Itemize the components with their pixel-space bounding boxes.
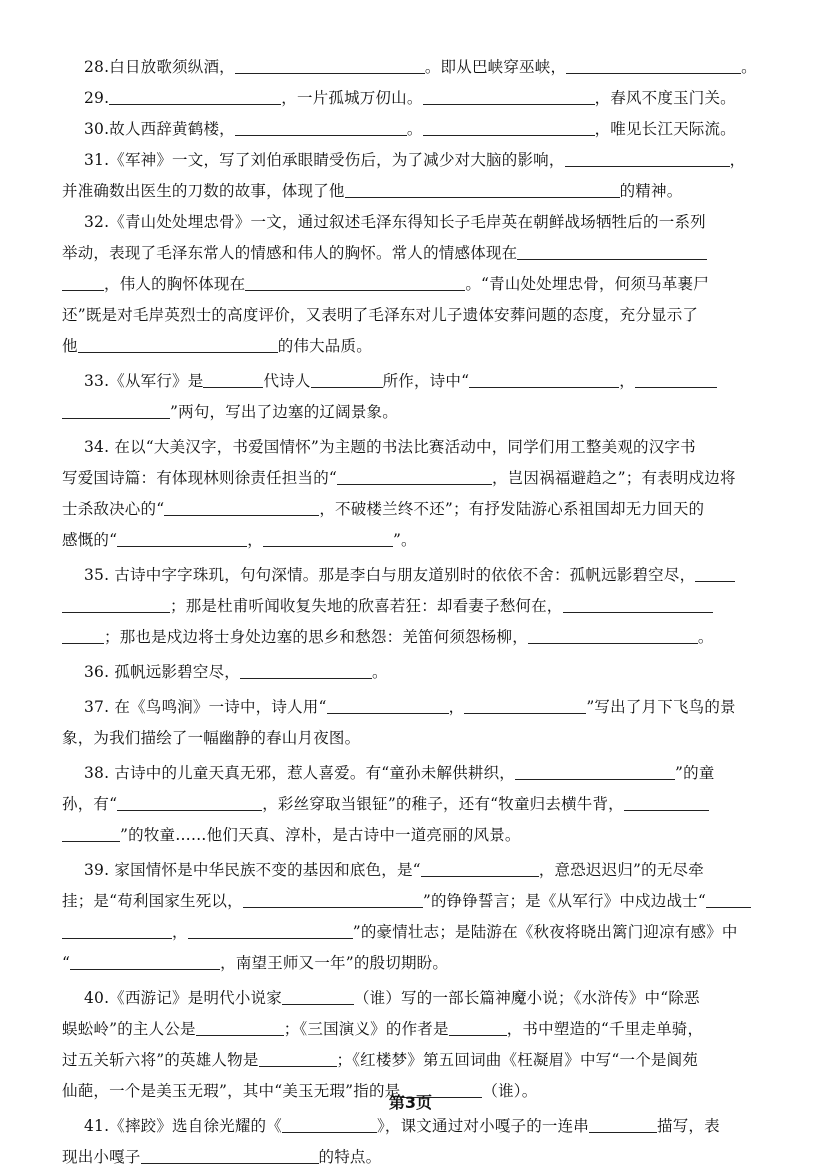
question-text: ，南望王师又一年”的殷切期盼。 [220,954,449,972]
answer-blank[interactable] [528,626,698,644]
answer-blank[interactable] [566,56,741,74]
question-text: 还”既是对毛岸英烈士的高度评价，又表明了毛泽东对儿子遗体安葬问题的态度，充分显示了 [62,306,699,324]
question-text: 仙葩，一个是美玉无瑕”，其中“美玉无瑕”指的是 [62,1082,401,1100]
answer-blank[interactable] [706,890,751,908]
text-line [62,238,759,269]
text-line [62,269,759,300]
answer-blank[interactable] [565,149,730,167]
answer-blank[interactable] [624,793,709,811]
question-text: ，书中塑造的“千里走单骑， [506,1020,704,1038]
answer-blank[interactable] [62,921,172,939]
answer-blank[interactable] [464,696,586,714]
text-line [62,948,759,979]
text-line [62,917,759,948]
answer-blank[interactable] [78,335,278,353]
answer-blank[interactable] [188,921,353,939]
answer-blank[interactable] [423,118,595,136]
question-text: 。 [371,663,388,681]
question-text: 士杀敌决心的“ [62,500,165,518]
question-text: 挂；是“苟利国家生死以， [62,892,243,910]
question-text: 30.故人西辞黄鹤楼， [84,120,235,138]
answer-blank[interactable] [337,467,492,485]
question-text: ，唯见长江天际流。 [594,120,736,138]
text-line [62,331,759,362]
answer-blank[interactable] [345,180,620,198]
answer-blank[interactable] [517,242,707,260]
text-line [62,1045,759,1076]
answer-blank[interactable] [109,87,281,105]
answer-blank[interactable] [117,793,262,811]
answer-blank[interactable] [259,1049,337,1067]
question-text: 31.《军神》一文，写了刘伯承眼睛受伤后，为了减少对大脑的影响， [84,151,565,169]
question-text: ；那是杜甫听闻收复失地的欣喜若狂：却看妻子愁何在， [170,597,563,615]
question-text: 40.《西游记》是明代小说家 [84,989,282,1007]
answer-blank[interactable] [589,1115,657,1133]
answer-blank[interactable] [164,498,319,516]
answer-blank[interactable] [240,661,372,679]
question-text: ，春风不度玉门关。 [594,89,736,107]
text-line [62,1142,759,1173]
question-text: ， [729,151,746,169]
question-text: “ [62,954,71,972]
question-text: 孙，有“ [62,795,118,813]
text-line [62,1111,759,1142]
answer-blank[interactable] [235,56,425,74]
question-text: ，一片孤城万仞山。 [281,89,423,107]
answer-blank[interactable] [62,824,120,842]
text-line [62,789,759,820]
question-text: ；那也是戍边将士身处边塞的思乡和愁怨：羌笛何须怨杨柳， [104,628,528,646]
answer-blank[interactable] [421,859,539,877]
question-text: 34. 在以“大美汉字，书爱国情怀”为主题的书法比赛活动中，同学们用工整美观的汉字书 [84,438,696,456]
question-text: 过五关斩六将”的英雄人物是 [62,1051,259,1069]
question-text: 29. [84,89,110,107]
text-line [62,176,759,207]
question-text: ， [247,531,263,549]
answer-blank[interactable] [235,118,407,136]
question-text: 的伟大品质。 [277,337,372,355]
question-text: 39. 家国情怀是中华民族不变的基因和底色，是“ [84,861,421,879]
answer-blank[interactable] [62,273,104,291]
text-line [62,591,759,622]
text-line [62,494,759,525]
question-text: 的特点。 [318,1148,382,1166]
question-text: 写爱国诗篇：有体现林则徐责任担当的“ [62,469,338,487]
question-text: ”两句，写出了边塞的辽阔景象。 [170,403,398,421]
question-text: 。 [741,58,757,76]
answer-blank[interactable] [243,890,423,908]
text-line [62,52,759,83]
question-text: ”。 [392,531,417,549]
question-text: ”的铮铮誓言；是《从军行》中戍边战士“ [422,892,706,910]
answer-blank[interactable] [203,370,263,388]
text-line [62,463,759,494]
text-line [62,886,759,917]
question-text: ， [448,698,465,716]
answer-blank[interactable] [695,564,735,582]
question-text: ，岂因祸福避趋之”；有表明戍边将 [492,469,736,487]
question-text: 35. 古诗中字字珠玑，句句深情。那是李白与朋友道别时的依依不舍：孤帆远影碧空尽， [84,566,696,584]
question-text: 。即从巴峡穿巫峡， [424,58,567,76]
answer-blank[interactable] [469,370,619,388]
question-text: ”的牧童……他们天真、淳朴，是古诗中一道亮丽的风景。 [120,826,521,844]
question-text: 描写，表 [657,1117,720,1135]
text-line [62,560,759,591]
question-text: 举动，表现了毛泽东常人的情感和伟人的胸怀。常人的情感体现在 [62,244,518,262]
question-text: 代诗人 [263,372,311,390]
question-text: （谁）。 [482,1082,538,1100]
question-text: 41.《摔跤》选自徐光耀的《 [84,1117,282,1135]
answer-blank[interactable] [62,595,170,613]
question-text: （谁）写的一部长篇神魔小说；《水浒传》中“除恶 [353,989,700,1007]
text-line [62,622,759,653]
answer-blank[interactable] [635,370,717,388]
question-text: ，彩丝穿取当银钲”的稚子，还有“牧童归去横牛背， [262,795,624,813]
question-text: 蜈蚣岭”的主人公是 [62,1020,196,1038]
text-line [62,432,759,463]
text-line [62,657,759,688]
question-text: 。 [406,120,423,138]
answer-blank[interactable] [117,529,247,547]
question-text: ，伟人的胸怀体现在 [104,275,246,293]
question-text: 感慨的“ [62,531,118,549]
answer-blank[interactable] [423,87,595,105]
text-line [62,983,759,1014]
question-text: 32.《青山处处埋忠骨》一文，通过叙述毛泽东得知长子毛岸英在朝鲜战场牺牲后的一系列 [84,213,706,231]
text-line [62,83,759,114]
answer-blank[interactable] [196,1018,284,1036]
question-text: 。 [697,628,714,646]
answer-blank[interactable] [327,696,449,714]
question-text: 37. 在《鸟鸣涧》一诗中，诗人用“ [84,698,327,716]
text-line [62,692,759,723]
answer-blank[interactable] [563,595,713,613]
text-line [62,758,759,789]
text-line [62,207,759,238]
question-text: 36. 孤帆远影碧空尽， [84,663,240,681]
question-text: ”的童 [675,764,715,782]
question-text: 28.白日放歌须纵酒， [84,58,235,76]
question-text: 并准确数出医生的刀数的故事，体现了他 [62,182,345,200]
question-text: 他 [62,337,78,355]
text-line [62,723,759,754]
question-text: 。“青山处处埋忠骨，何须马革裹尸 [465,275,709,293]
question-text: 33.《从军行》是 [84,372,204,390]
text-line [62,300,759,331]
answer-blank[interactable] [263,529,393,547]
answer-blank[interactable] [449,1018,507,1036]
text-line [62,145,759,176]
answer-blank[interactable] [62,401,170,419]
answer-blank[interactable] [282,1115,377,1133]
text-line [62,114,759,145]
text-line [62,525,759,556]
text-line [62,855,759,886]
question-text: 现出小嘎子 [62,1148,141,1166]
question-text: 的精神。 [619,182,683,200]
answer-blank[interactable] [70,952,220,970]
answer-blank[interactable] [245,273,465,291]
page-number: 第3页 [388,1093,433,1112]
question-text: 象，为我们描绘了一幅幽静的春山月夜图。 [62,729,361,747]
answer-blank[interactable] [282,987,354,1005]
question-text: ， [619,372,635,390]
text-line [62,1014,759,1045]
question-text: 38. 古诗中的儿童天真无邪，惹人喜爱。有“童孙未解供耕织， [84,764,516,782]
question-text: ”的豪情壮志；是陆游在《秋夜将晓出篱门迎凉有感》中 [352,923,738,941]
question-text: ；《红楼梦》第五回词曲《枉凝眉》中写“一个是阆苑 [336,1051,699,1069]
answer-blank[interactable] [515,762,675,780]
text-line [62,397,759,428]
question-text: 》，课文通过对小嘎子的一连串 [376,1117,590,1135]
answer-blank[interactable] [62,626,104,644]
answer-blank[interactable] [311,370,383,388]
question-text: 所作，诗中“ [382,372,470,390]
answer-blank[interactable] [141,1146,319,1164]
question-text: ， [172,923,188,941]
question-text: ”写出了月下飞鸟的景 [586,698,736,716]
question-text: ；《三国演义》的作者是 [283,1020,449,1038]
question-text: ，意恐迟迟归”的无尽牵 [538,861,704,879]
text-line [62,820,759,851]
text-line [62,366,759,397]
question-text: ，不破楼兰终不还”；有抒发陆游心系祖国却无力回天的 [319,500,705,518]
